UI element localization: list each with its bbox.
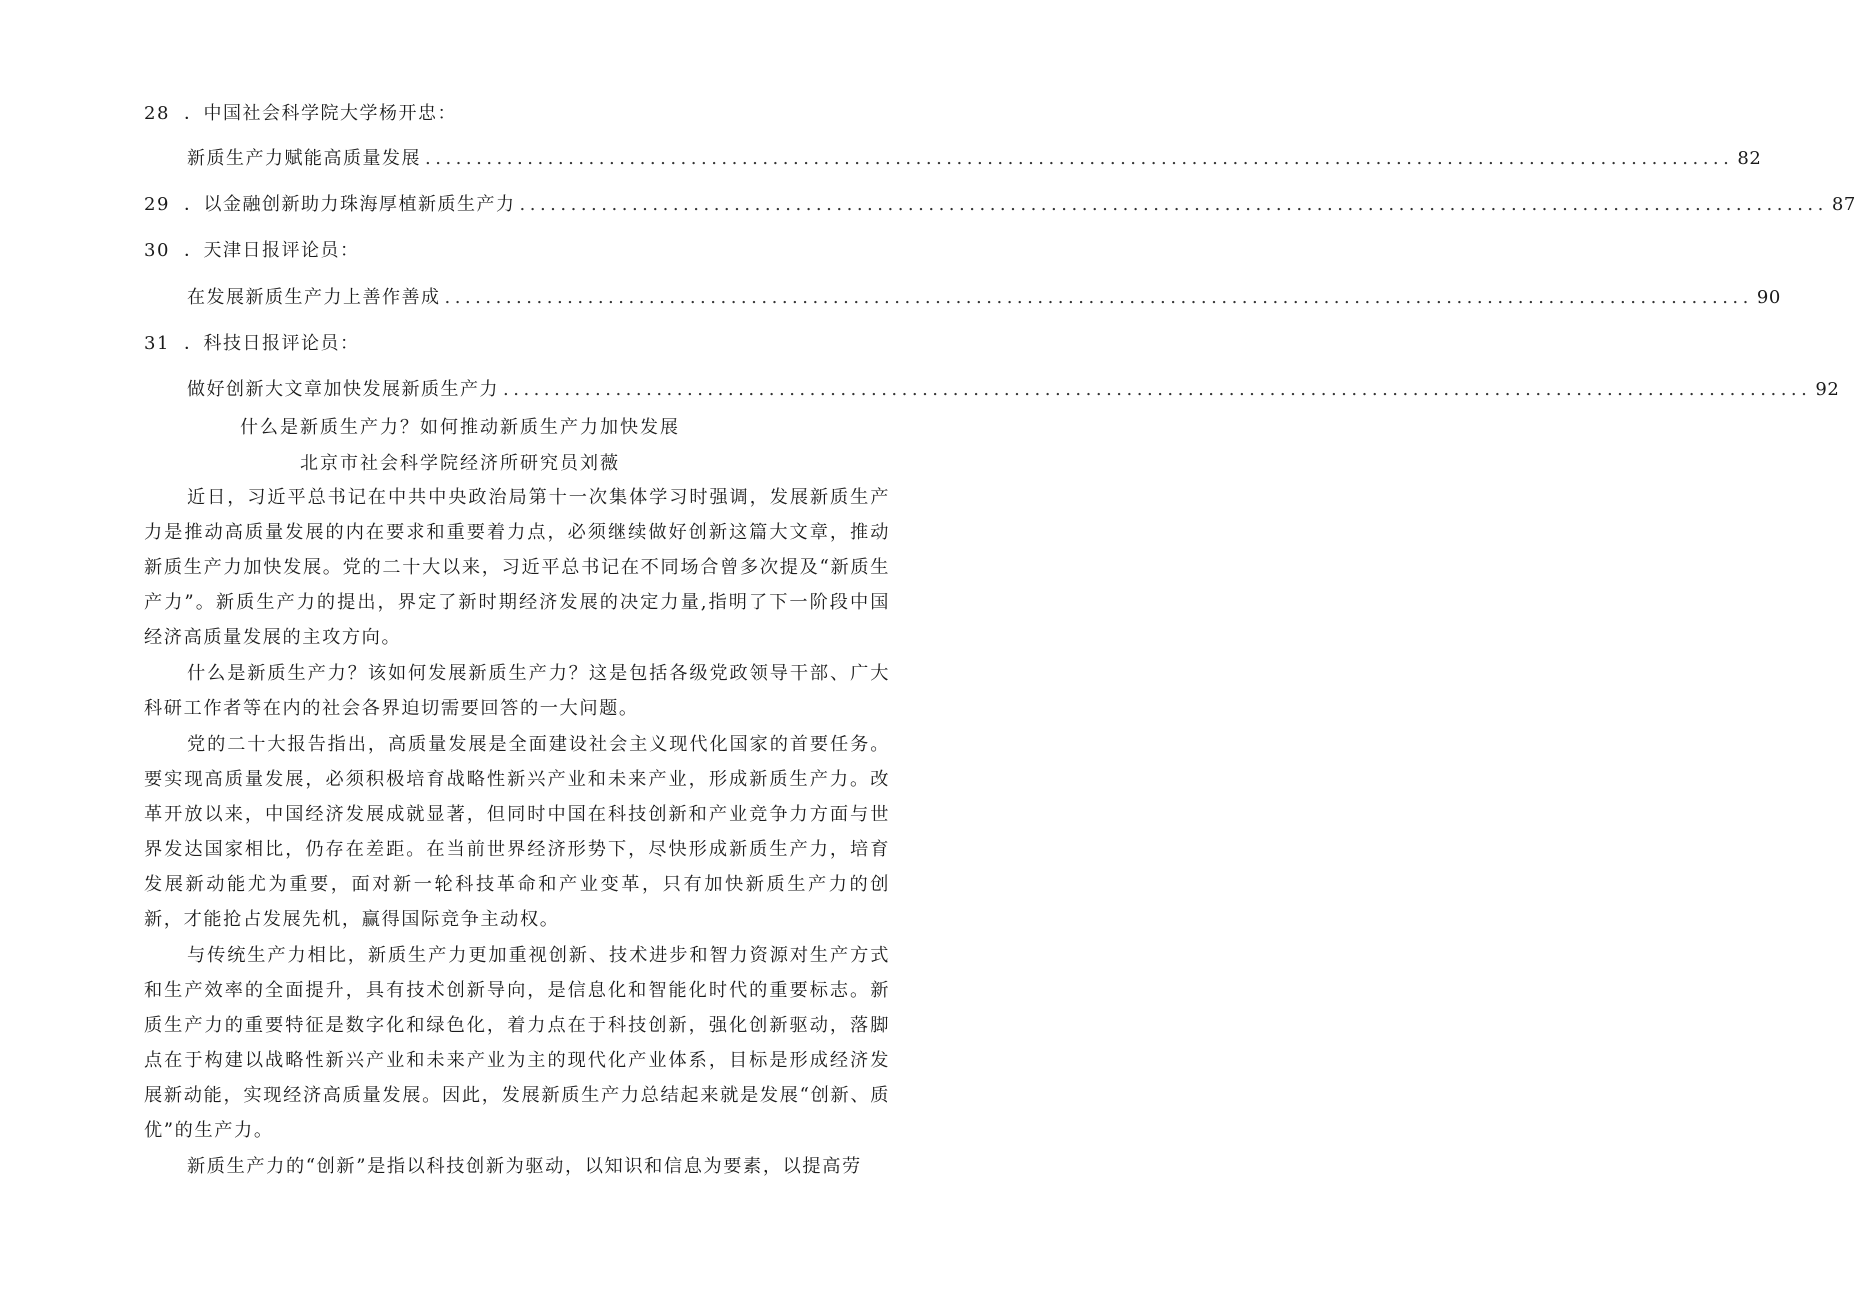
toc-page-number: 82: [1737, 148, 1762, 169]
toc-entry-30-subtitle[interactable]: [187, 283, 1781, 313]
toc-page-number: 87: [1831, 194, 1856, 215]
toc-entry-subtitle: 在发展新质生产力上善作善成: [187, 287, 441, 308]
toc-entry-number: 29: [144, 194, 170, 215]
toc-dot-leader: ................................................................................................................................: [425, 148, 1734, 169]
toc-entry-number: 30: [144, 240, 170, 261]
toc-entry-title: ．科技日报评论员：: [184, 333, 360, 354]
toc-dot-leader: ................................................................................................................................: [444, 287, 1753, 308]
paragraph: 什么是新质生产力？该如何发展新质生产力？这是包括各级党政领导干部、广大科研工作者等在内的社会各界迫切需要回答的一大问题。: [144, 663, 890, 719]
toc-entry-title: ．以金融创新助力珠海厚植新质生产力: [184, 194, 516, 215]
article-title: 什么是新质生产力？如何推动新质生产力加快发展: [240, 417, 680, 438]
toc-page-number: 90: [1756, 287, 1781, 308]
toc-entry-31-heading[interactable]: [144, 329, 886, 359]
toc-entry-30-heading[interactable]: [144, 236, 886, 266]
toc-entry-28-heading[interactable]: [144, 99, 886, 129]
toc-entry-title: ．天津日报评论员：: [184, 240, 360, 261]
paragraph: 党的二十大报告指出，高质量发展是全面建设社会主义现代化国家的首要任务。要实现高质量发展，必须积极培育战略性新兴产业和未来产业，形成新质生产力。改革开放以来，中国经济发展成就显著，但同时中国在科技创新和产业竞争力方面与世界发达国家相比，仍存在差距。在当前世界经济形势下，尽快形成新质生产力，培育发展新动能尤为重要，面对新一轮科技革命和产业变革，只有加快新质生产力的创新，才能抢占发展先机，赢得国际竞争主动权。: [144, 734, 890, 930]
article-author: 北京市社会科学院经济所研究员刘薇: [300, 453, 620, 474]
toc-page-number: 92: [1815, 379, 1840, 400]
toc-entry-subtitle: 新质生产力赋能高质量发展: [187, 148, 421, 169]
article-body: [144, 480, 890, 1185]
toc-dot-leader: ................................................................................................................................: [503, 379, 1812, 400]
toc-entry-number: 31: [144, 333, 170, 354]
toc-entry-number: 28: [144, 103, 170, 124]
toc-entry-subtitle: 做好创新大文章加快发展新质生产力: [187, 379, 499, 400]
toc-entry-title: ．中国社会科学院大学杨开忠：: [184, 103, 457, 124]
paragraph: 与传统生产力相比，新质生产力更加重视创新、技术进步和智力资源对生产方式和生产效率的全面提升，具有技术创新导向，是信息化和智能化时代的重要标志。新质生产力的重要特征是数字化和绿色化，着力点在于科技创新，强化创新驱动，落脚点在于构建以战略性新兴产业和未来产业为主的现代化产业体系，目标是形成经济发展新动能，实现经济高质量发展。因此，发展新质生产力总结起来就是发展“创新、质优”的生产力。: [144, 945, 890, 1141]
paragraph: 近日，习近平总书记在中共中央政治局第十一次集体学习时强调，发展新质生产力是推动高质量发展的内在要求和重要着力点，必须继续做好创新这篇大文章，推动新质生产力加快发展。党的二十大以来，习近平总书记在不同场合曾多次提及“新质生产力”。新质生产力的提出，界定了新时期经济发展的决定力量,指明了下一阶段中国经济高质量发展的主攻方向。: [144, 487, 890, 648]
toc-entry-31-subtitle[interactable]: [187, 375, 1840, 405]
toc-entry-29[interactable]: [144, 190, 1856, 220]
toc-entry-28-subtitle[interactable]: [187, 144, 1762, 174]
toc-dot-leader: ................................................................................................................................: [519, 194, 1828, 215]
paragraph: 新质生产力的“创新”是指以科技创新为驱动，以知识和信息为要素，以提高劳: [187, 1156, 862, 1177]
